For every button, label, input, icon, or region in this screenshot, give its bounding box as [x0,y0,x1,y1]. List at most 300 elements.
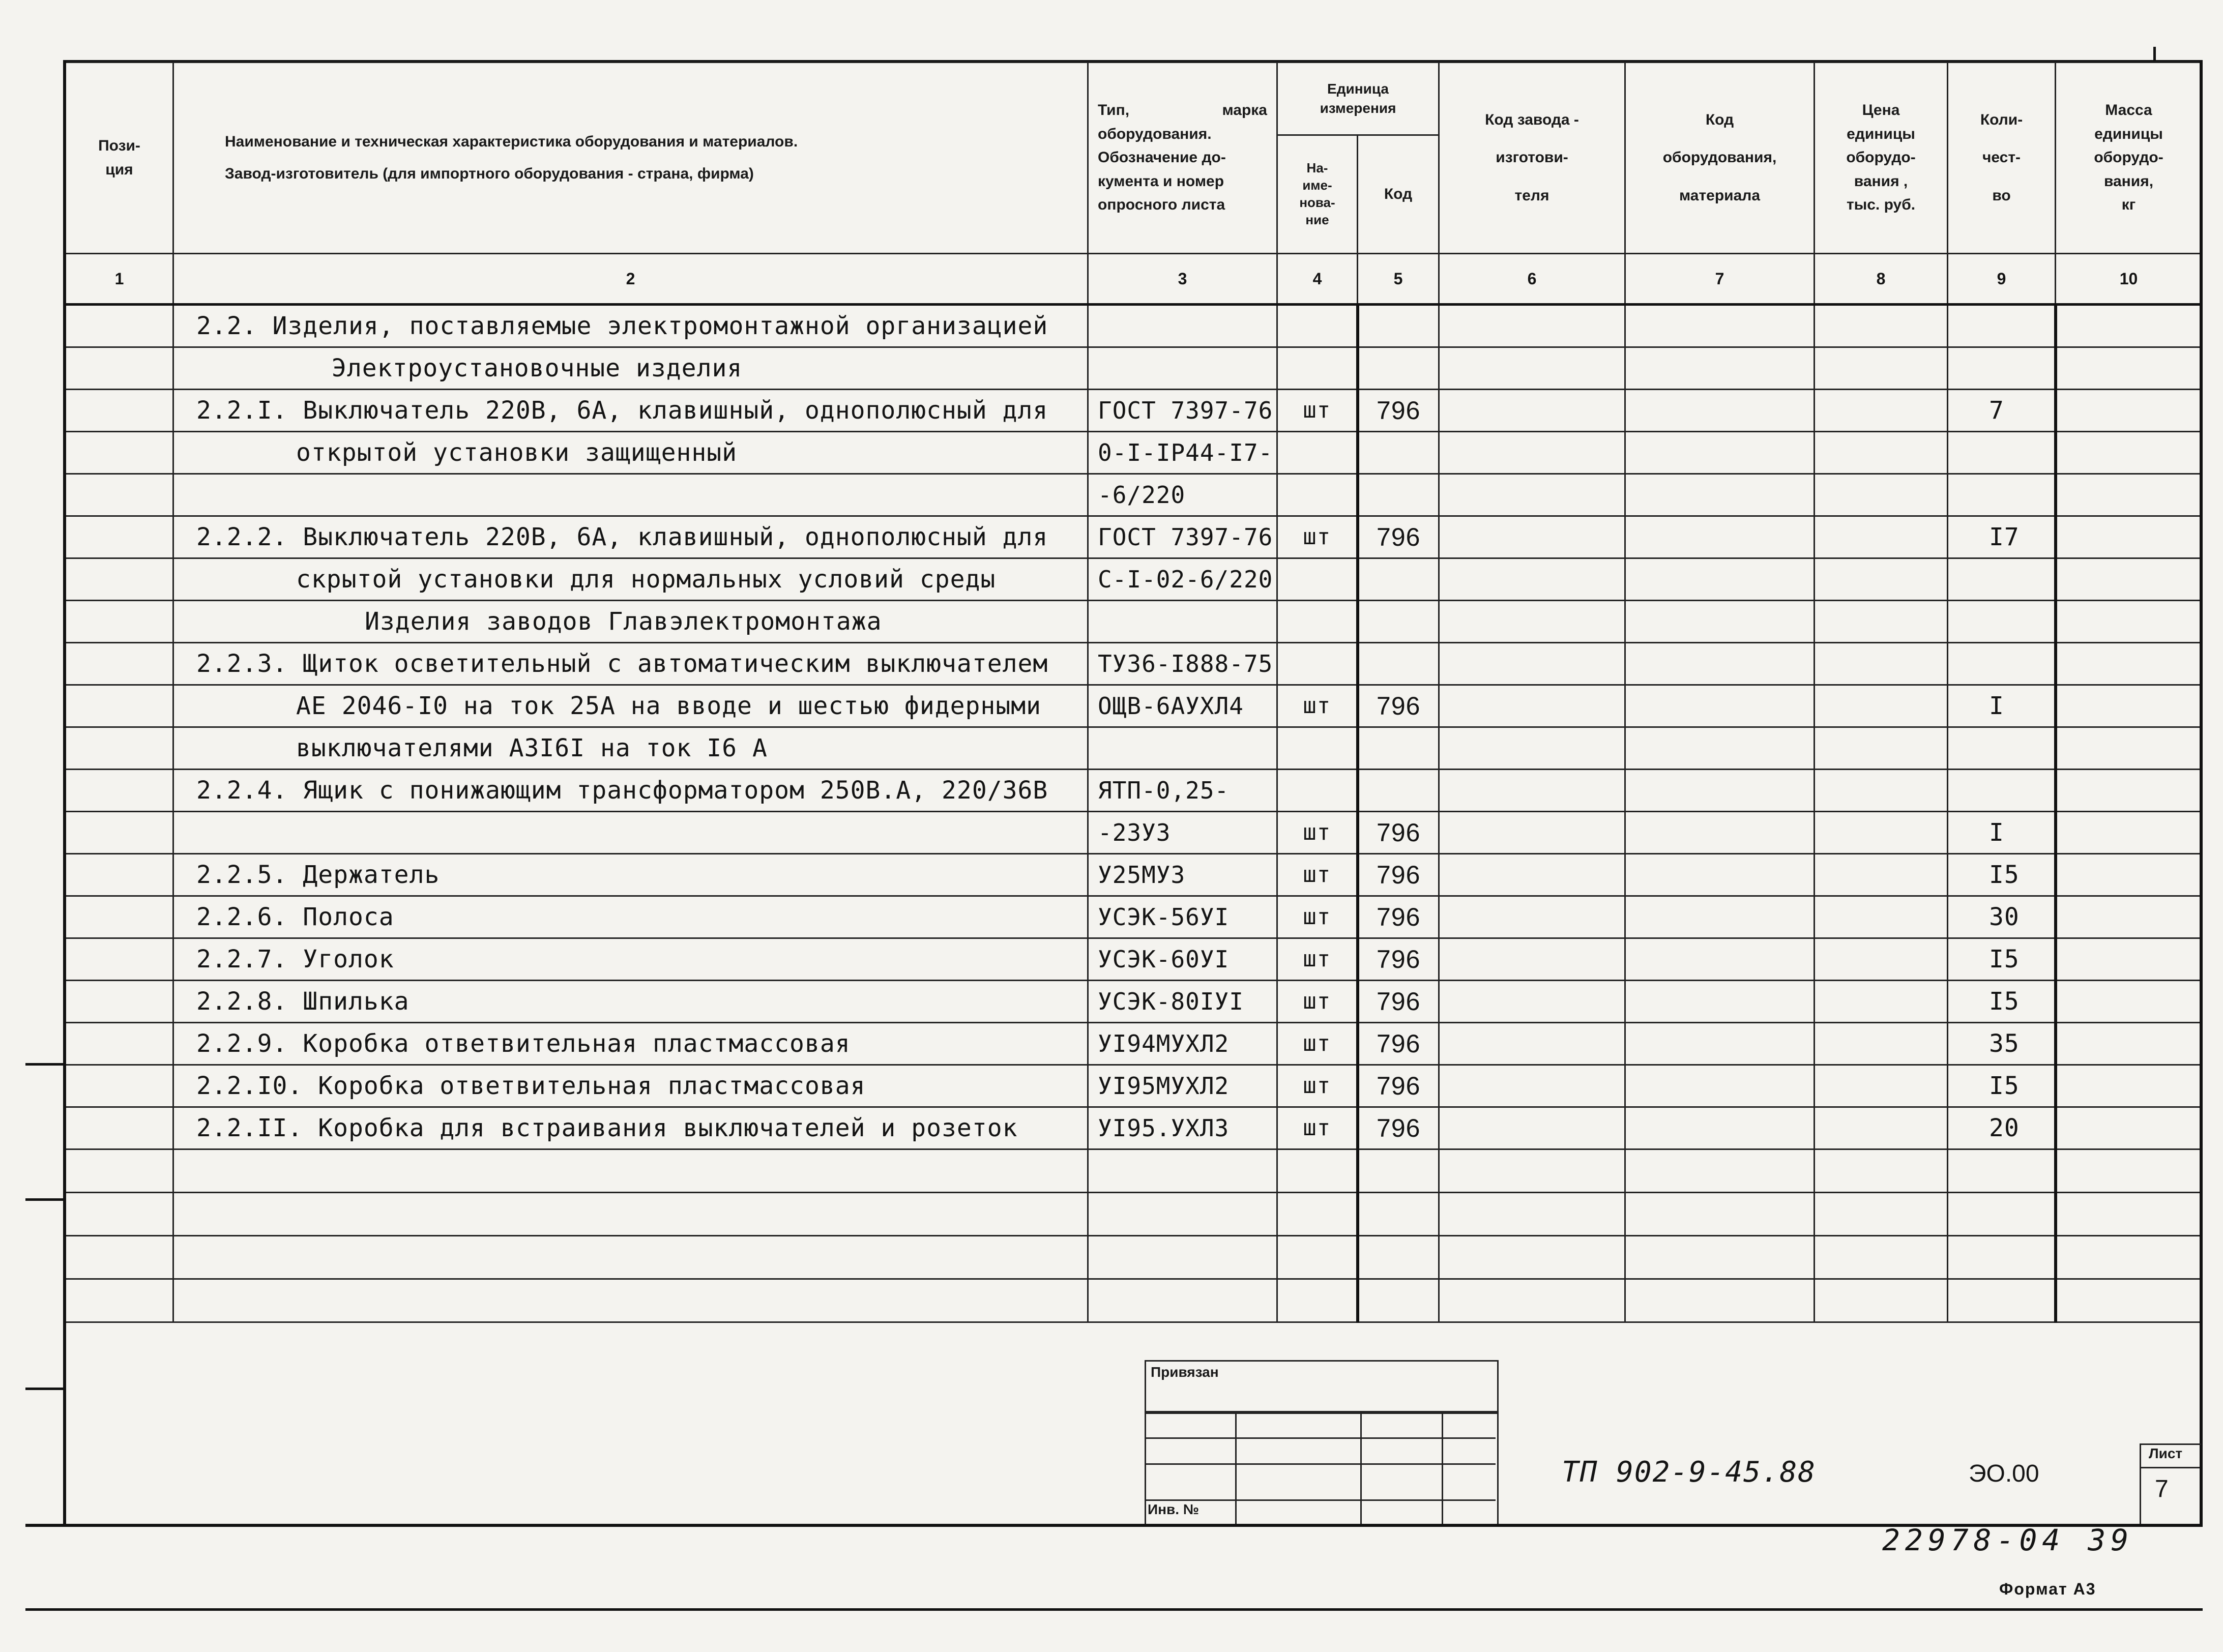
cell-type: УСЭК-60УI [1088,938,1277,981]
table-row [66,474,2202,516]
cell-price [1815,938,1948,981]
cell-price [1815,896,1948,938]
cell-code: 796 [1358,1107,1439,1149]
cell-name [173,474,1088,516]
cell-price [1815,432,1948,474]
cell-equipment [1625,1023,1815,1065]
cell-qty [1948,1236,2056,1279]
cell-mass [2056,558,2202,601]
cell-equipment [1625,516,1815,558]
cell-price [1815,854,1948,896]
sheet-number-divider [2140,1467,2200,1468]
cell-manufacturer [1439,558,1625,601]
cell-mass [2056,727,2202,770]
cell-pos [66,854,173,896]
cell-equipment [1625,643,1815,685]
header-quantity: Коли- чест- во [1948,63,2056,254]
cell-manufacturer [1439,1193,1625,1236]
cell-price [1815,601,1948,643]
cell-price [1815,1279,1948,1322]
cell-price [1815,1149,1948,1193]
cell-code: 796 [1358,1065,1439,1107]
cell-mass [2056,1149,2202,1193]
cell-mass [2056,474,2202,516]
cell-code [1358,305,1439,347]
cell-unit [1277,474,1358,516]
cell-equipment [1625,896,1815,938]
cell-type [1088,601,1277,643]
table-row [66,347,2202,390]
cell-code [1358,432,1439,474]
cell-code: 796 [1358,516,1439,558]
cell-unit: шт [1277,812,1358,854]
table-row [66,854,2202,896]
cell-code [1358,1149,1439,1193]
cell-unit: шт [1277,390,1358,432]
column-number: 1 [66,254,173,305]
cell-equipment [1625,938,1815,981]
cell-manufacturer [1439,643,1625,685]
cell-price [1815,1107,1948,1149]
cell-price [1815,390,1948,432]
cell-type: -6/220 [1088,474,1277,516]
cell-name [173,1193,1088,1236]
cell-name: выключателями А3I6I на ток I6 А [173,727,1088,770]
table-row [66,981,2202,1023]
cell-mass [2056,1065,2202,1107]
cell-equipment [1625,1193,1815,1236]
margin-tick [25,1063,65,1066]
stamp-bound-label: Привязан [1151,1364,1219,1380]
sheet-number: 7 [2155,1476,2169,1502]
cell-manufacturer [1439,1107,1625,1149]
cell-equipment [1625,1279,1815,1322]
column-number: 4 [1277,254,1358,305]
cell-manufacturer [1439,390,1625,432]
header-equipment-code: Код оборудования, материала [1625,63,1815,254]
cell-qty [1948,558,2056,601]
stamp-grid-row [1145,1485,1496,1501]
cell-name: открытой установки защищенный [173,432,1088,474]
stamp-inventory-label: Инв. № [1148,1501,1200,1517]
cell-manufacturer [1439,1149,1625,1193]
column-number: 5 [1358,254,1439,305]
cell-name: 2.2.2. Выключатель 220В, 6А, клавишный, однополюсный для [173,516,1088,558]
cell-price [1815,305,1948,347]
cell-code [1358,727,1439,770]
cell-mass [2056,770,2202,812]
cell-qty: I5 [1948,1065,2056,1107]
cell-name: АЕ 2046-I0 на ток 25А на вводе и шестью фидерными [173,685,1088,727]
table-row [66,643,2202,685]
column-number: 6 [1439,254,1625,305]
cell-type [1088,1149,1277,1193]
cell-name: 2.2.5. Держатель [173,854,1088,896]
cell-equipment [1625,1065,1815,1107]
cell-pos [66,812,173,854]
cell-equipment [1625,1107,1815,1149]
cell-code [1358,1193,1439,1236]
cell-pos [66,1107,173,1149]
cell-qty [1948,643,2056,685]
cell-name: 2.2.8. Шпилька [173,981,1088,1023]
cell-code: 796 [1358,390,1439,432]
cell-type: ТУ36-I888-75 [1088,643,1277,685]
cell-type: ГОСТ 7397-76 [1088,516,1277,558]
cell-mass [2056,432,2202,474]
cell-type [1088,305,1277,347]
header-unit-name: На- име- нова- ние [1277,135,1358,254]
column-number: 8 [1815,254,1948,305]
cell-price [1815,812,1948,854]
cell-unit [1277,601,1358,643]
cell-qty: I7 [1948,516,2056,558]
cell-name [173,1236,1088,1279]
cell-manufacturer [1439,1236,1625,1279]
cell-manufacturer [1439,1065,1625,1107]
cell-manufacturer [1439,981,1625,1023]
cell-unit: шт [1277,938,1358,981]
cell-qty [1948,1279,2056,1322]
cell-qty: 7 [1948,390,2056,432]
table-row [66,432,2202,474]
cell-mass [2056,347,2202,390]
bottom-rule [25,1608,2203,1611]
cell-unit: шт [1277,685,1358,727]
cell-unit [1277,643,1358,685]
cell-pos [66,305,173,347]
cell-equipment [1625,812,1815,854]
table-row [66,1107,2202,1149]
cell-price [1815,727,1948,770]
cell-manufacturer [1439,474,1625,516]
table-row [66,727,2202,770]
cell-name [173,812,1088,854]
cell-type: -23У3 [1088,812,1277,854]
cell-name: 2.2.4. Ящик с понижающим трансформатором 250В.А, 220/36В [173,770,1088,812]
cell-unit [1277,1279,1358,1322]
cell-name: 2.2.3. Щиток осветительный с автоматическим выключателем [173,643,1088,685]
cell-pos [66,643,173,685]
cell-pos [66,347,173,390]
cell-price [1815,558,1948,601]
cell-qty: I [1948,685,2056,727]
cell-price [1815,1065,1948,1107]
cell-mass [2056,1193,2202,1236]
cell-mass [2056,1023,2202,1065]
cell-code [1358,770,1439,812]
cell-code: 796 [1358,812,1439,854]
cell-pos [66,770,173,812]
cell-name: 2.2.7. Уголок [173,938,1088,981]
table-row [66,516,2202,558]
cell-code [1358,474,1439,516]
cell-name: 2.2.II. Коробка для встраивания выключателей и розеток [173,1107,1088,1149]
stamp-grid-col [1235,1411,1362,1524]
column-number: 10 [2056,254,2202,305]
cell-equipment [1625,601,1815,643]
cell-qty: 35 [1948,1023,2056,1065]
cell-manufacturer [1439,812,1625,854]
cell-name: скрытой установки для нормальных условий среды [173,558,1088,601]
cell-unit [1277,770,1358,812]
cell-pos [66,558,173,601]
cell-pos [66,1023,173,1065]
cell-type: ЯТП-0,25- [1088,770,1277,812]
cell-unit [1277,1193,1358,1236]
cell-code: 796 [1358,981,1439,1023]
cell-manufacturer [1439,727,1625,770]
cell-code [1358,1236,1439,1279]
cell-type [1088,1236,1277,1279]
cell-mass [2056,390,2202,432]
cell-price [1815,770,1948,812]
cell-pos [66,601,173,643]
table-row-empty [66,1279,2202,1322]
cell-pos [66,516,173,558]
cell-pos [66,390,173,432]
cell-name: 2.2.I. Выключатель 220В, 6А, клавишный, однополюсный для [173,390,1088,432]
cell-mass [2056,601,2202,643]
cell-mass [2056,812,2202,854]
cell-mass [2056,516,2202,558]
table-row [66,390,2202,432]
header-unit-price: Цена единицы оборудо- вания , тыс. руб. [1815,63,1948,254]
cell-price [1815,474,1948,516]
sheet-border-right [2200,60,2203,1525]
cell-pos [66,474,173,516]
cell-manufacturer [1439,896,1625,938]
cell-mass [2056,305,2202,347]
cell-name [173,1149,1088,1193]
cell-unit: шт [1277,1023,1358,1065]
cell-type [1088,1279,1277,1322]
column-number: 2 [173,254,1088,305]
table-row [66,938,2202,981]
cell-name: 2.2.9. Коробка ответвительная пластмассовая [173,1023,1088,1065]
cell-type: УI95МУХЛ2 [1088,1065,1277,1107]
cell-qty [1948,770,2056,812]
cell-price [1815,347,1948,390]
sheet-border-left [63,60,66,1525]
sheet-label: Лист [2149,1446,2183,1461]
cell-qty [1948,1149,2056,1193]
cell-price [1815,685,1948,727]
cell-pos [66,727,173,770]
cell-qty: I [1948,812,2056,854]
cell-code [1358,347,1439,390]
cell-price [1815,1236,1948,1279]
table-row [66,770,2202,812]
table-row [66,601,2202,643]
cell-type: УСЭК-80IУI [1088,981,1277,1023]
cell-pos [66,432,173,474]
cell-price [1815,643,1948,685]
cell-qty [1948,432,2056,474]
cell-type: УСЭК-56УI [1088,896,1277,938]
cell-code: 796 [1358,938,1439,981]
cell-mass [2056,1279,2202,1322]
header-unit-mass: Масса единицы оборудо- вания, кг [2056,63,2202,254]
cell-unit: шт [1277,981,1358,1023]
cell-unit [1277,558,1358,601]
cell-equipment [1625,558,1815,601]
cell-pos [66,981,173,1023]
cell-manufacturer [1439,432,1625,474]
cell-equipment [1625,474,1815,516]
cell-unit [1277,727,1358,770]
cell-equipment [1625,1149,1815,1193]
cell-price [1815,981,1948,1023]
header-unit-group: Единица измерения [1277,63,1439,135]
cell-mass [2056,643,2202,685]
cell-qty: I5 [1948,854,2056,896]
cell-unit [1277,347,1358,390]
cell-pos [66,685,173,727]
cell-code [1358,643,1439,685]
cell-type: У25МУ3 [1088,854,1277,896]
cell-pos [66,1279,173,1322]
table-row [66,558,2202,601]
cell-name: 2.2.I0. Коробка ответвительная пластмассовая [173,1065,1088,1107]
cell-code [1358,601,1439,643]
column-number: 3 [1088,254,1277,305]
cell-qty [1948,347,2056,390]
cell-qty: 20 [1948,1107,2056,1149]
cell-equipment [1625,432,1815,474]
cell-name: Электроустановочные изделия [173,347,1088,390]
table-row [66,305,2202,347]
cell-manufacturer [1439,305,1625,347]
cell-price [1815,1023,1948,1065]
document-code: ТП 902-9-45.88 [1562,1456,1817,1489]
header-position: Пози- ция [66,63,173,254]
table-row-empty [66,1236,2202,1279]
cell-unit [1277,305,1358,347]
cell-unit: шт [1277,1107,1358,1149]
margin-tick [25,1388,65,1390]
cell-type: С-I-02-6/220 [1088,558,1277,601]
cell-unit: шт [1277,1065,1358,1107]
cell-equipment [1625,727,1815,770]
cell-code: 796 [1358,854,1439,896]
cell-type: ГОСТ 7397-76 [1088,390,1277,432]
cell-type: 0-I-IP44-I7- [1088,432,1277,474]
sheet-corner-tick [2153,47,2156,60]
cell-qty [1948,474,2056,516]
cell-qty [1948,727,2056,770]
cell-name: 2.2. Изделия, поставляемые электромонтажной организацией [173,305,1088,347]
cell-qty: 30 [1948,896,2056,938]
sheet-border-bottom [25,1524,2203,1527]
stamp-grid-col [1360,1411,1443,1524]
cell-equipment [1625,685,1815,727]
cell-mass [2056,685,2202,727]
cell-equipment [1625,305,1815,347]
cell-name: 2.2.6. Полоса [173,896,1088,938]
cell-manufacturer [1439,347,1625,390]
cell-equipment [1625,770,1815,812]
cell-price [1815,1193,1948,1236]
format-label: Формат А3 [1999,1580,2096,1598]
cell-manufacturer [1439,1279,1625,1322]
cell-qty: I5 [1948,981,2056,1023]
header-name: Наименование и техническая характеристика оборудования и материалов. Завод-изготовитель (для импортного оборудования - страна, фирма) [173,63,1088,254]
cell-manufacturer [1439,685,1625,727]
cell-code: 796 [1358,1023,1439,1065]
cell-price [1815,516,1948,558]
cell-manufacturer [1439,516,1625,558]
specification-table [65,62,2203,1323]
cell-code [1358,558,1439,601]
cell-equipment [1625,1236,1815,1279]
cell-equipment [1625,981,1815,1023]
cell-qty: I5 [1948,938,2056,981]
cell-pos [66,896,173,938]
cell-type: УI94МУХЛ2 [1088,1023,1277,1065]
cell-mass [2056,1107,2202,1149]
cell-manufacturer [1439,854,1625,896]
cell-unit: шт [1277,896,1358,938]
cell-mass [2056,854,2202,896]
section-code: ЭО.00 [1969,1460,2039,1487]
cell-code: 796 [1358,896,1439,938]
margin-tick [25,1198,65,1201]
table-row-empty [66,1193,2202,1236]
cell-type: ОЩВ-6АУХЛ4 [1088,685,1277,727]
inventory-number: 22978-04 39 [1882,1523,2134,1557]
cell-unit [1277,432,1358,474]
table-row [66,685,2202,727]
cell-name [173,1279,1088,1322]
cell-type [1088,1193,1277,1236]
cell-unit: шт [1277,516,1358,558]
table-row [66,896,2202,938]
column-number-row [66,254,2202,305]
cell-unit [1277,1236,1358,1279]
cell-unit: шт [1277,854,1358,896]
table-row-empty [66,1149,2202,1193]
table-row [66,1023,2202,1065]
cell-unit [1277,1149,1358,1193]
column-number: 9 [1948,254,2056,305]
cell-code: 796 [1358,685,1439,727]
cell-mass [2056,1236,2202,1279]
cell-qty [1948,1193,2056,1236]
cell-mass [2056,896,2202,938]
table-row [66,1065,2202,1107]
header-type: Тип, марка оборудования. Обозначение до- кумента и номер опросного листа [1088,63,1277,254]
header-unit-code: Код [1358,135,1439,254]
column-number: 7 [1625,254,1815,305]
cell-equipment [1625,347,1815,390]
cell-pos [66,1236,173,1279]
cell-pos [66,1149,173,1193]
cell-pos [66,1065,173,1107]
cell-manufacturer [1439,601,1625,643]
cell-mass [2056,938,2202,981]
cell-manufacturer [1439,938,1625,981]
cell-mass [2056,981,2202,1023]
cell-equipment [1625,854,1815,896]
cell-type [1088,727,1277,770]
cell-qty [1948,305,2056,347]
cell-manufacturer [1439,770,1625,812]
cell-pos [66,1193,173,1236]
cell-type: УI95.УХЛ3 [1088,1107,1277,1149]
stamp-grid-row [1145,1437,1496,1465]
table-row [66,812,2202,854]
